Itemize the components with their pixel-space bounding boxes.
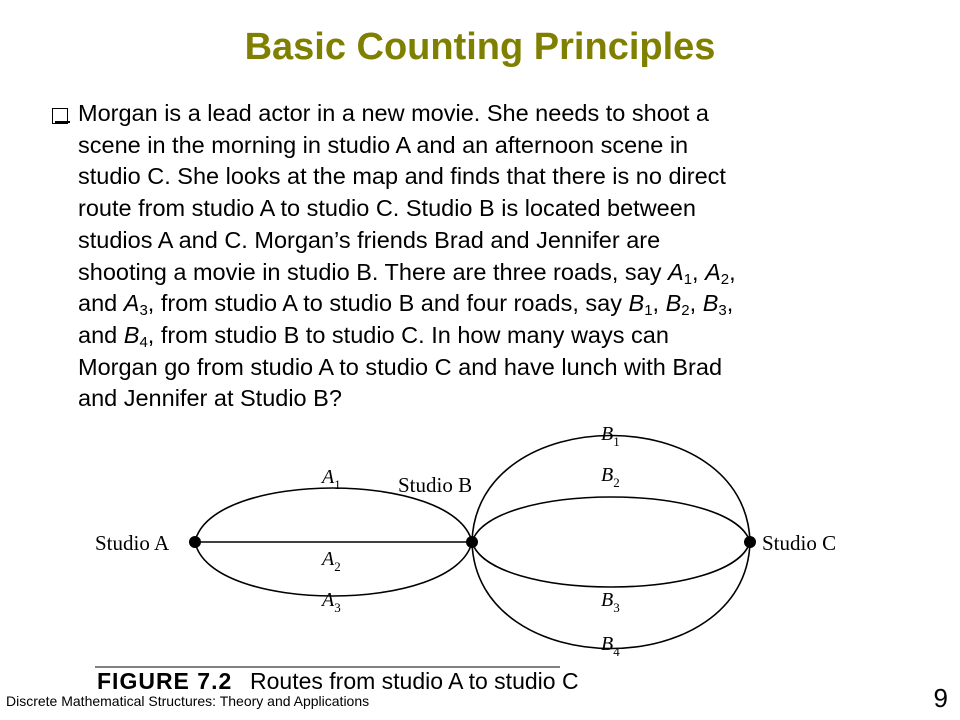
slide-title: Basic Counting Principles: [244, 26, 716, 68]
road-b4-label: [601, 633, 620, 659]
road-a3-label: [320, 589, 341, 615]
studio-a-node: [189, 536, 201, 548]
figure-caption-text: Routes from studio A to studio C: [250, 668, 579, 694]
road-a-symbol: A: [668, 258, 684, 285]
subscript: 2: [334, 559, 341, 574]
road-b-symbol: B: [702, 290, 719, 317]
road-b3-edge: [472, 542, 750, 587]
road-symbol: B: [601, 423, 614, 445]
subscript: 3: [718, 302, 727, 320]
text-run: and: [78, 321, 124, 348]
studio-b-node: [466, 536, 478, 548]
subscript: 3: [334, 600, 341, 615]
text-run: , from studio A to studio B and four roads, say: [147, 290, 629, 317]
footer-text: Discrete Mathematical Structures: Theory and Applications: [6, 693, 370, 709]
studio-c-node: [744, 536, 756, 548]
road-symbol: B: [601, 589, 614, 611]
studio-a-label: Studio A: [95, 531, 170, 555]
subscript: 4: [139, 333, 148, 351]
subscript: 4: [613, 644, 620, 659]
road-a-symbol: A: [123, 290, 140, 317]
text-run: shooting a movie in studio B. There are three roads, say: [78, 258, 669, 285]
road-symbol: B: [601, 464, 614, 486]
subscript: 1: [683, 270, 693, 288]
studio-c-label: Studio C: [762, 531, 837, 555]
figure-caption-label: FIGURE 7.2: [97, 668, 233, 694]
road-b2-label: [601, 464, 620, 490]
paragraph-line: route from studio A to studio C. Studio B is located between: [78, 195, 696, 222]
separator: ,: [726, 290, 734, 317]
road-symbol: A: [322, 548, 335, 570]
page-number: 9: [933, 683, 948, 713]
subscript: 2: [720, 270, 730, 288]
studio-b-label: Studio B: [398, 473, 473, 497]
separator: ,: [729, 258, 736, 285]
road-a-symbol: A: [705, 258, 721, 285]
subscript: 1: [644, 302, 653, 320]
paragraph-line: studio C. She looks at the map and finds that there is no direct: [78, 163, 726, 190]
road-symbol: B: [601, 633, 614, 655]
road-a2-label: [320, 548, 341, 574]
road-b1-edge: [472, 436, 750, 543]
paragraph-line: scene in the morning in studio A and an afternoon scene in: [78, 131, 689, 158]
text-run: and: [78, 290, 124, 317]
subscript: 3: [139, 302, 148, 320]
subscript: 1: [334, 477, 341, 492]
text-run: , from studio B to studio C. In how many ways can: [147, 321, 669, 348]
separator: ,: [692, 258, 706, 285]
road-symbol: A: [322, 589, 335, 611]
paragraph-line: Morgan go from studio A to studio C and have lunch with Brad: [78, 353, 723, 380]
subscript: 3: [613, 600, 620, 615]
separator: ,: [652, 290, 666, 317]
paragraph-line: and Jennifer at Studio B?: [78, 385, 342, 412]
subscript: 2: [681, 302, 690, 320]
subscript: 1: [613, 434, 620, 449]
road-symbol: A: [322, 466, 335, 488]
paragraph-line: studios A and C. Morgan’s friends Brad and Jennifer are: [78, 226, 661, 253]
road-b3-label: [601, 589, 620, 615]
road-b-symbol: B: [123, 321, 140, 348]
subscript: 2: [613, 475, 620, 490]
road-b-symbol: B: [665, 290, 682, 317]
road-b1-label: [601, 423, 620, 449]
road-b2-edge: [472, 497, 750, 542]
paragraph-line: Morgan is a lead actor in a new movie. She needs to shoot a: [78, 100, 709, 126]
road-b-symbol: B: [628, 290, 645, 317]
separator: ,: [689, 290, 703, 317]
